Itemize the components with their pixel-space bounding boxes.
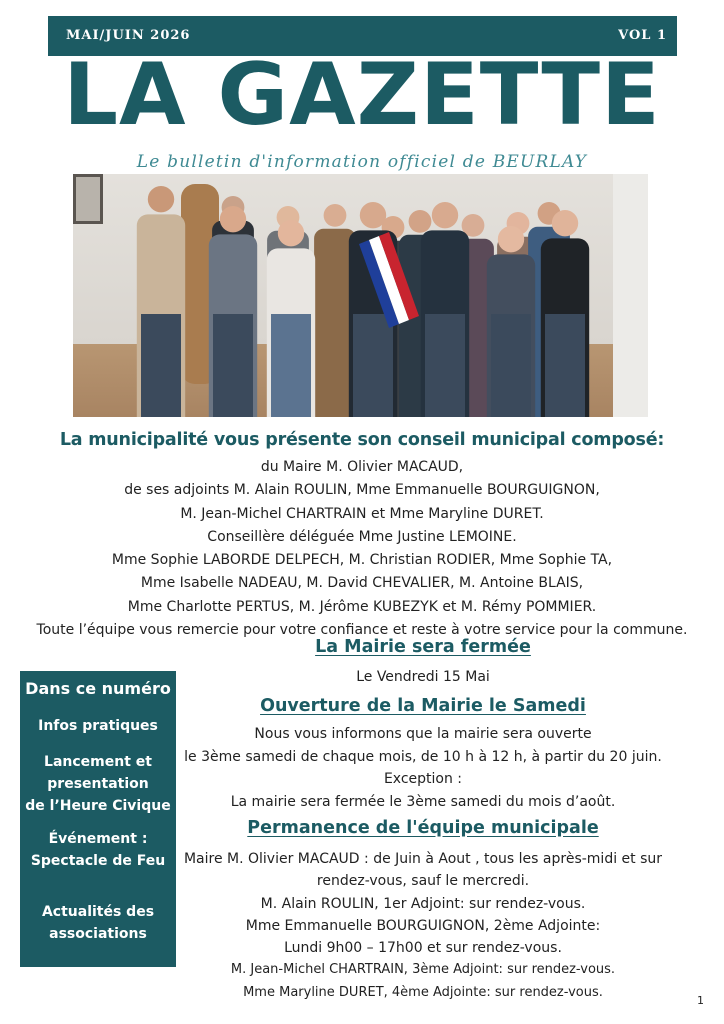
issue-item-line: Spectacle de Feu [30, 853, 166, 869]
permanence-text [180, 848, 666, 1004]
council-member-front-6-head [498, 226, 524, 252]
group-photo-illustration [73, 174, 648, 417]
council-member-front-6-trousers [491, 314, 531, 417]
closure-heading: La Mairie sera fermée [315, 637, 531, 657]
council-line: Mme Isabelle NADEAU, M. David CHEVALIER, M. Antoine BLAIS, [140, 575, 584, 592]
permanence-heading: Permanence de l'équipe municipale [247, 818, 599, 838]
council-line: Mme Sophie LABORDE DELPECH, M. Christian RODIER, Mme Sophie TA, [111, 552, 613, 569]
council-member-front-1-trousers [141, 314, 181, 417]
council-member-front-7-head [552, 210, 578, 236]
council-group-photo [73, 174, 648, 417]
masthead-tagline: Le bulletin d'information officiel de BEURLAY [136, 152, 588, 172]
council-line: du Maire M. Olivier MACAUD, [260, 459, 464, 475]
permanence-line: Mme Emmanuelle BOURGUIGNON, 2ème Adjointe: [245, 917, 601, 934]
permanence-line: Maire M. Olivier MACAUD : de Juin à Aout , tous les après-midi et sur [183, 851, 663, 867]
council-member-front-4-head [360, 202, 386, 228]
council-member-back-3-head [324, 204, 347, 227]
council-member-front-5-head [432, 202, 458, 228]
page-number: 1 [697, 994, 704, 1007]
closure-text [200, 666, 646, 689]
in-this-issue-box [20, 671, 176, 967]
issue-item-line: Lancement et [44, 754, 152, 770]
council-line: M. Jean-Michel CHARTRAIN et Mme Maryline DURET. [180, 505, 544, 522]
issue-item-line: de l’Heure Civique [25, 798, 171, 814]
issue-item-line: Événement : [48, 831, 148, 847]
closure-line: Le Vendredi 15 Mai [356, 669, 490, 685]
permanence-line: Mme Maryline DURET, 4ème Adjointe: sur rendez-vous. [243, 984, 603, 1000]
council-member-front-2-head [220, 206, 246, 232]
issue-item-spectacle-feu [20, 828, 176, 872]
council-line: Mme Charlotte PERTUS, M. Jérôme KUBEZYK et M. Rémy POMMIER. [127, 598, 597, 615]
wall-picture [76, 177, 100, 221]
permanence-line: M. Jean-Michel CHARTRAIN, 3ème Adjoint: sur rendez-vous. [230, 962, 616, 978]
council-line: de ses adjoints M. Alain ROULIN, Mme Emmanuelle BOURGUIGNON, [124, 482, 600, 499]
issue-item-associations [20, 901, 176, 945]
council-line: Toute l’équipe vous remercie pour votre confiance et reste à votre service pour la commune. [36, 622, 688, 639]
council-member-front-4-trousers [353, 314, 393, 417]
in-this-issue-title: Dans ce numéro [25, 679, 171, 698]
wall-panel [613, 174, 648, 417]
saturday-line: La mairie sera fermée le 3ème samedi du mois d’août. [230, 793, 616, 810]
permanence-line: M. Alain ROULIN, 1er Adjoint: sur rendez-vous. [260, 895, 586, 912]
masthead-title: LA GAZETTE [63, 45, 661, 145]
council-member-front-1-head [148, 186, 174, 212]
council-member-back-5-head [409, 210, 432, 233]
council-heading: La municipalité vous présente son conseil municipal composé: [59, 430, 665, 450]
issue-item-line: presentation [47, 776, 149, 792]
saturday-line: Nous vous informons que la mairie sera ouverte [254, 726, 592, 742]
council-member-front-5-trousers [425, 314, 465, 417]
council-members-text [0, 456, 724, 642]
issue-item-line: Infos pratiques [38, 718, 158, 734]
council-member-front-3-trousers [271, 314, 311, 417]
council-member-front-2-trousers [213, 314, 253, 417]
issue-item-line: Actualités des [41, 904, 155, 920]
issue-volume: VOL 1 [618, 28, 667, 43]
issue-item-heure-civique [20, 751, 176, 817]
council-line: Conseillère déléguée Mme Justine LEMOINE. [207, 528, 517, 545]
permanence-line: rendez-vous, sauf le mercredi. [316, 873, 530, 890]
council-member-front-3-head [278, 220, 304, 246]
saturday-line: Exception : [383, 771, 463, 787]
saturday-text [180, 723, 666, 813]
permanence-line: Lundi 9h00 – 17h00 et sur rendez-vous. [284, 940, 562, 957]
issue-item-infos-pratiques [20, 715, 176, 737]
saturday-heading: Ouverture de la Mairie le Samedi [260, 696, 586, 716]
council-member-front-7-trousers [545, 314, 585, 417]
saturday-line: le 3ème samedi de chaque mois, de 10 h à 12 h, à partir du 20 juin. [184, 748, 662, 765]
issue-item-line: associations [49, 926, 147, 942]
issue-date: MAI/JUIN 2026 [66, 28, 191, 43]
